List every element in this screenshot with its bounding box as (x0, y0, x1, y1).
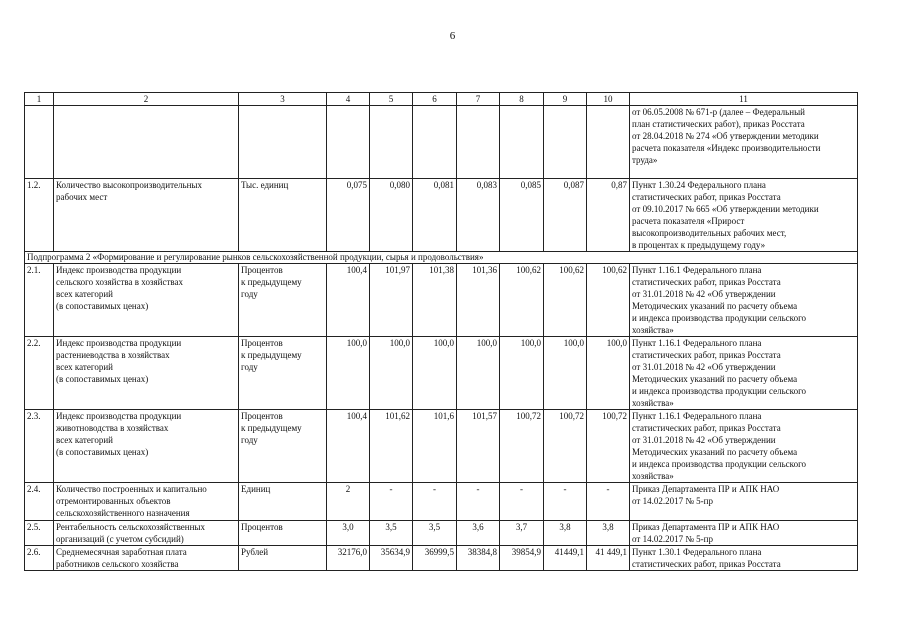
column-header: 8 (500, 93, 544, 106)
column-header: 7 (457, 93, 500, 106)
value-cell: 100,0 (370, 337, 413, 410)
value-cell: 100,62 (500, 264, 544, 337)
value-cell: 100,72 (587, 410, 630, 483)
unit-cell: Процентов к предыдущему году (239, 410, 327, 483)
row-number: 2.5. (25, 521, 54, 546)
row-number: 2.4. (25, 483, 54, 521)
value-cell: - (457, 483, 500, 521)
indicator-name: Индекс производства продукции сельского хозяйства в хозяйствах всех категорий (в сопоставимых ценах) (54, 264, 239, 337)
source-cell: Пункт 1.30.24 Федерального плана статистических работ, приказ Росстата от 09.10.2017 № 665 «Об утверждении методики расчета показателя «Прирост высокопроизводительных рабочих мест, в процентах к предыдущему году» (630, 179, 858, 252)
unit-cell: Процентов к предыдущему году (239, 337, 327, 410)
unit-cell: Тыс. единиц (239, 179, 327, 252)
value-cell: 101,57 (457, 410, 500, 483)
table-row (25, 264, 858, 337)
source-cell: Пункт 1.16.1 Федерального плана статистических работ, приказ Росстата от 31.01.2018 № 42 «Об утверждении Методических указаний по расчету объема и индекса производства продукции сельского хозяйства» (630, 337, 858, 410)
indicator-name: Среднемесячная заработная плата работников сельского хозяйства (54, 546, 239, 571)
row-number: 2.6. (25, 546, 54, 571)
row-number: 2.3. (25, 410, 54, 483)
value-cell: 100,62 (544, 264, 587, 337)
table-row (25, 546, 858, 571)
value-cell: 100,0 (587, 337, 630, 410)
value-cell: 41 449,1 (587, 546, 630, 571)
value-cell: 0,87 (587, 179, 630, 252)
subprogram-row (25, 252, 858, 264)
row-number: 2.2. (25, 337, 54, 410)
unit-cell: Единиц (239, 483, 327, 521)
value-cell: 101,6 (413, 410, 457, 483)
column-number-header-row (25, 93, 858, 106)
row-number: 1.2. (25, 179, 54, 252)
value-cell: 100,0 (544, 337, 587, 410)
subprogram-title: Подпрограмма 2 «Формирование и регулирование рынков сельскохозяйственной продукции, сырья и продовольствия» (25, 252, 858, 264)
value-cell: 3,8 (544, 521, 587, 546)
value-cell: 3,7 (500, 521, 544, 546)
value-cell: 32176,0 (327, 546, 370, 571)
table-row (25, 106, 858, 179)
value-cell: - (544, 483, 587, 521)
value-cell: 101,97 (370, 264, 413, 337)
value-cell: 39854,9 (500, 546, 544, 571)
value-cell: 101,38 (413, 264, 457, 337)
page-number: 6 (449, 30, 456, 42)
table-row (25, 410, 858, 483)
table-row (25, 179, 858, 252)
value-cell: 3,5 (413, 521, 457, 546)
source-cell: Приказ Департамента ПР и АПК НАО от 14.02.2017 № 5-пр (630, 521, 858, 546)
unit-cell: Рублей (239, 546, 327, 571)
value-cell: - (587, 483, 630, 521)
value-cell: 35634,9 (370, 546, 413, 571)
source-cell: от 06.05.2008 № 671-р (далее – Федеральный план статистических работ), приказ Росстата от 28.04.2018 № 274 «Об утверждении методики расчета показателя «Индекс производительности труда» (630, 106, 858, 179)
column-header: 9 (544, 93, 587, 106)
table-row (25, 337, 858, 410)
row-number: 2.1. (25, 264, 54, 337)
value-cell: 0,081 (413, 179, 457, 252)
source-cell: Приказ Департамента ПР и АПК НАО от 14.02.2017 № 5-пр (630, 483, 858, 521)
value-cell: 100,72 (544, 410, 587, 483)
source-cell: Пункт 1.16.1 Федерального плана статистических работ, приказ Росстата от 31.01.2018 № 42 «Об утверждении Методических указаний по расчету объема и индекса производства продукции сельского хозяйства» (630, 264, 858, 337)
value-cell: 38384,8 (457, 546, 500, 571)
indicator-name: Индекс производства продукции животноводства в хозяйствах всех категорий (в сопоставимых ценах) (54, 410, 239, 483)
unit-cell: Процентов (239, 521, 327, 546)
column-header: 10 (587, 93, 630, 106)
column-header: 2 (54, 93, 239, 106)
value-cell: 2 (327, 483, 370, 521)
indicator-name: Количество высокопроизводительных рабочих мест (54, 179, 239, 252)
value-cell: 3,5 (370, 521, 413, 546)
value-cell: - (413, 483, 457, 521)
value-cell: 100,62 (587, 264, 630, 337)
indicator-name: Рентабельность сельскохозяйственных организаций (с учетом субсидий) (54, 521, 239, 546)
value-cell: 100,4 (327, 264, 370, 337)
value-cell: 100,0 (413, 337, 457, 410)
column-header: 1 (25, 93, 54, 106)
column-header: 3 (239, 93, 327, 106)
value-cell: 0,085 (500, 179, 544, 252)
indicators-table (24, 92, 858, 571)
table-row (25, 483, 858, 521)
value-cell: 101,36 (457, 264, 500, 337)
indicator-name: Количество построенных и капитально отремонтированных объектов сельскохозяйственного назначения (54, 483, 239, 521)
value-cell: 0,075 (327, 179, 370, 252)
value-cell: 36999,5 (413, 546, 457, 571)
source-cell: Пункт 1.30.1 Федерального плана статистических работ, приказ Росстата (630, 546, 858, 571)
value-cell: 0,083 (457, 179, 500, 252)
value-cell: 3,8 (587, 521, 630, 546)
value-cell: - (370, 483, 413, 521)
table-row (25, 521, 858, 546)
value-cell: - (500, 483, 544, 521)
value-cell: 100,0 (500, 337, 544, 410)
value-cell: 101,62 (370, 410, 413, 483)
value-cell: 0,087 (544, 179, 587, 252)
column-header: 11 (630, 93, 858, 106)
unit-cell: Процентов к предыдущему году (239, 264, 327, 337)
column-header: 4 (327, 93, 370, 106)
source-cell: Пункт 1.16.1 Федерального плана статистических работ, приказ Росстата от 31.01.2018 № 42 «Об утверждении Методических указаний по расчету объема и индекса производства продукции сельского хозяйства» (630, 410, 858, 483)
value-cell: 100,0 (457, 337, 500, 410)
column-header: 6 (413, 93, 457, 106)
value-cell: 0,080 (370, 179, 413, 252)
value-cell: 41449,1 (544, 546, 587, 571)
value-cell: 3,6 (457, 521, 500, 546)
column-header: 5 (370, 93, 413, 106)
value-cell: 100,72 (500, 410, 544, 483)
value-cell: 100,4 (327, 410, 370, 483)
indicator-name: Индекс производства продукции растениеводства в хозяйствах всех категорий (в сопоставимых ценах) (54, 337, 239, 410)
value-cell: 3,0 (327, 521, 370, 546)
value-cell: 100,0 (327, 337, 370, 410)
